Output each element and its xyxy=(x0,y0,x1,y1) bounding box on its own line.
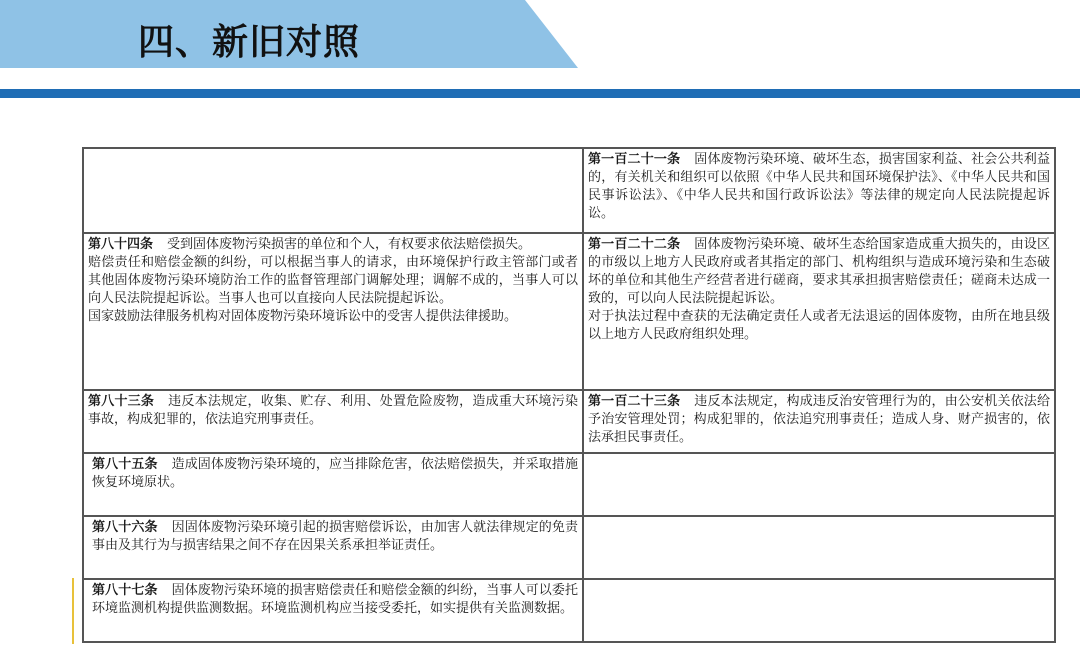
old-law-cell xyxy=(83,148,583,233)
paragraph xyxy=(588,236,1050,308)
table-row xyxy=(83,390,1055,453)
page-title: 四、新旧对照 xyxy=(138,22,361,63)
old-law-cell xyxy=(83,233,583,390)
article-number: 第八十三条 xyxy=(88,394,155,409)
table-row xyxy=(83,579,1055,642)
article-text: 违反本法规定，构成违反治安管理行为的，由公安机关依法给予治安管理处罚；构成犯罪的，依法追究刑事责任；造成人身、财产损害的，依法承担民事责任。 xyxy=(588,394,1050,445)
paragraph: 国家鼓励法律服务机构对固体废物污染环境诉讼中的受害人提供法律援助。 xyxy=(88,309,518,324)
table-row xyxy=(83,453,1055,516)
article-number: 第一百二十一条 xyxy=(588,152,681,167)
table-row xyxy=(83,516,1055,579)
paragraph xyxy=(588,151,1050,223)
new-law-cell xyxy=(583,233,1055,390)
article-text: 受到固体废物污染损害的单位和个人，有权要求依法赔偿损失。 xyxy=(167,237,532,252)
side-accent-line xyxy=(72,578,74,644)
old-law-cell xyxy=(83,579,583,642)
new-law-cell xyxy=(583,148,1055,233)
article-text: 造成固体废物污染环境的，应当排除危害，依法赔偿损失，并采取措施恢复环境原状。 xyxy=(92,457,578,490)
header-banner xyxy=(0,0,1080,100)
article-text: 固体废物污染环境的损害赔偿责任和赔偿金额的纠纷，当事人可以委托环境监测机构提供监测数据。环境监测机构应当接受委托，如实提供有关监测数据。 xyxy=(92,583,578,616)
article-text: 违反本法规定，收集、贮存、利用、处置危险废物，造成重大环境污染事故，构成犯罪的，依法追究刑事责任。 xyxy=(88,394,578,427)
article-text: 固体废物污染环境、破坏生态，损害国家利益、社会公共利益的，有关机关和组织可以依照《中华人民共和国环境保护法》、《中华人民共和国民事诉讼法》、《中华人民共和国行政诉讼法》等法律的规定向人民法院提起诉讼。 xyxy=(588,152,1050,221)
article-text: 因固体废物污染环境引起的损害赔偿诉讼，由加害人就法律规定的免责事由及其行为与损害结果之间不存在因果关系承担举证责任。 xyxy=(92,520,578,553)
table-row xyxy=(83,233,1055,390)
table-row xyxy=(83,148,1055,233)
new-law-cell xyxy=(583,516,1055,579)
new-law-cell xyxy=(583,579,1055,642)
old-law-cell xyxy=(83,453,583,516)
paragraph: 赔偿责任和赔偿金额的纠纷，可以根据当事人的请求，由环境保护行政主管部门或者其他固体废物污染环境防治工作的监督管理部门调解处理；调解不成的，当事人可以向人民法院提起诉讼。当事人也可以直接向人民法院提起诉讼。 xyxy=(88,255,578,306)
article-number: 第八十四条 xyxy=(88,237,154,252)
paragraph xyxy=(92,456,578,492)
paragraph: 对于执法过程中查获的无法确定责任人或者无法退运的固体废物，由所在地县级以上地方人民政府组织处理。 xyxy=(588,309,1050,342)
article-number: 第八十五条 xyxy=(92,457,158,472)
paragraph xyxy=(88,236,578,254)
paragraph xyxy=(92,582,578,618)
article-number: 第八十六条 xyxy=(92,520,158,535)
banner-dark-band xyxy=(0,89,1080,98)
article-text: 固体废物污染环境、破坏生态给国家造成重大损失的，由设区的市级以上地方人民政府或者其指定的部门、机构组织与造成环境污染和生态破坏的单位和其他生产经营者进行磋商，要求其承担损害赔偿责任；磋商未达成一致的，可以向人民法院提起诉讼。 xyxy=(588,237,1050,306)
old-law-cell xyxy=(83,516,583,579)
article-number: 第一百二十三条 xyxy=(588,394,681,409)
paragraph xyxy=(92,519,578,555)
old-law-cell xyxy=(83,390,583,453)
new-law-cell xyxy=(583,390,1055,453)
paragraph xyxy=(88,393,578,429)
new-law-cell xyxy=(583,453,1055,516)
comparison-table xyxy=(82,147,1056,643)
paragraph xyxy=(588,393,1050,447)
article-number: 第八十七条 xyxy=(92,583,158,598)
article-number: 第一百二十二条 xyxy=(588,237,681,252)
